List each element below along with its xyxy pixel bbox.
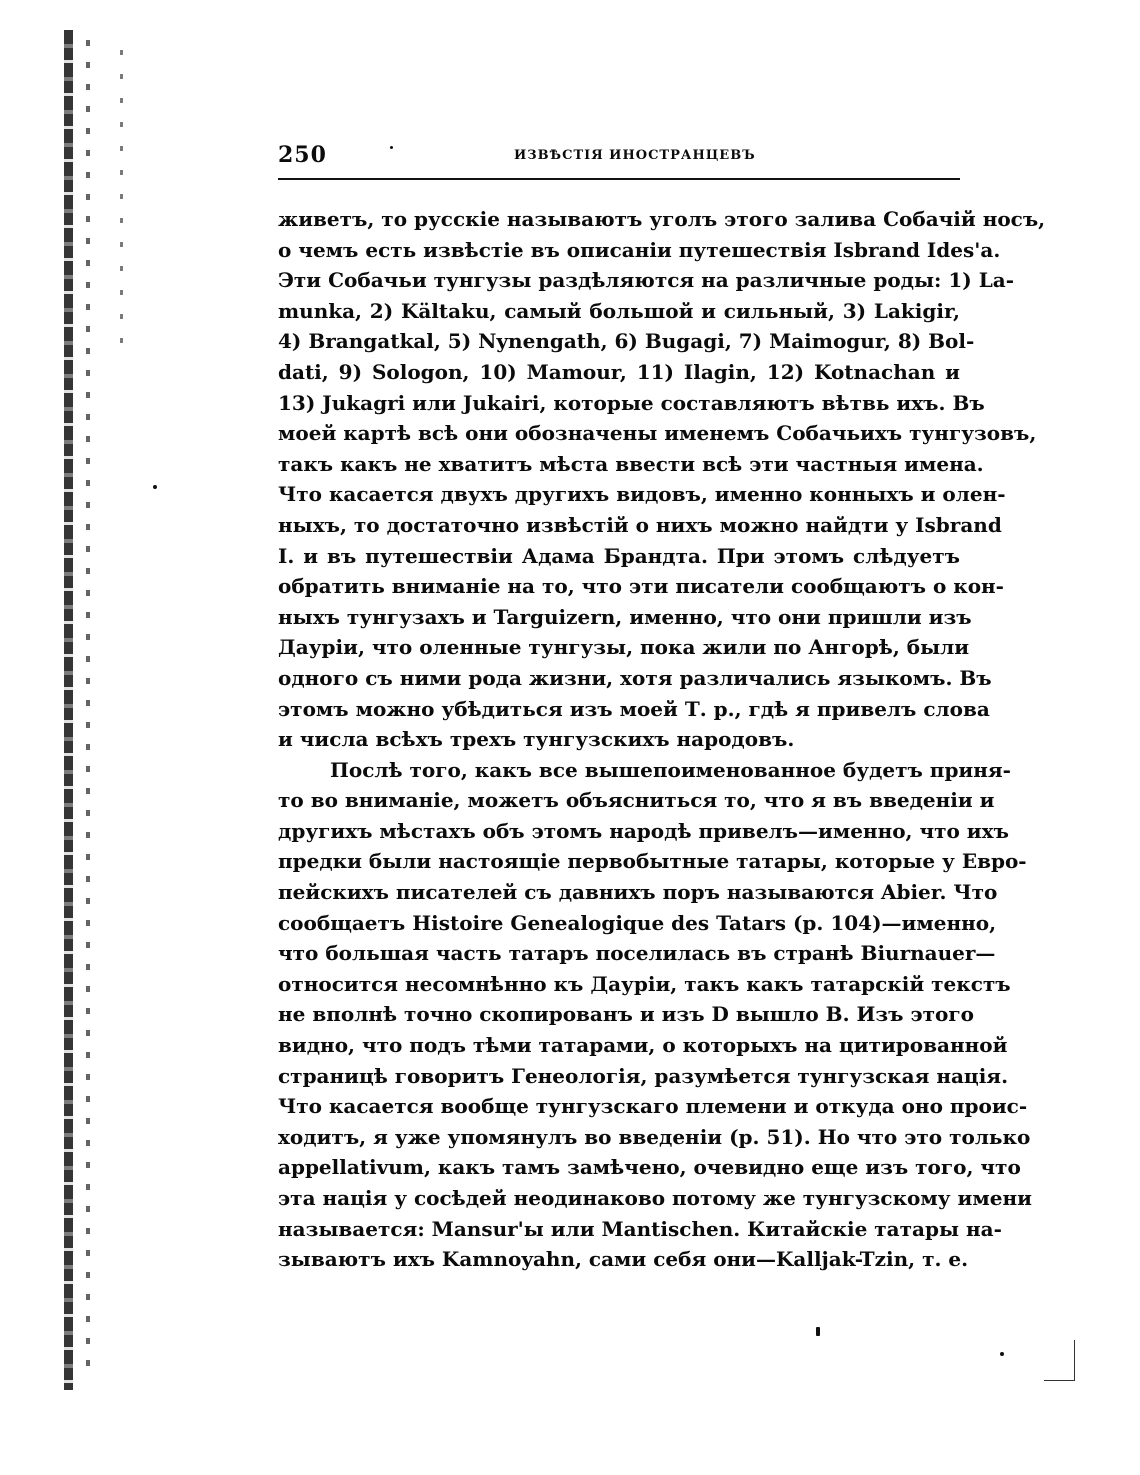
scanned-binding-edge	[58, 30, 138, 1390]
text-line: Эти Собачьи тунгузы раздѣляются на различные роды: 1) La-	[278, 268, 1015, 293]
text-line: I. и въ путешествіи Адама Брандта. При этомъ слѣдуетъ	[278, 543, 960, 568]
text-line: Дауріи, что оленные тунгузы, пока жили по Ангорѣ, были	[278, 635, 970, 660]
text-line: Послѣ того, какъ все вышепоименованное будетъ приня-	[330, 757, 1011, 782]
text-line: ныхъ тунгузахъ и Targuizern, именно, что они пришли изъ	[278, 604, 972, 629]
binding-marks-secondary	[120, 50, 123, 350]
binding-shadow	[64, 30, 73, 1390]
text-line: этомъ можно убѣдиться изъ моей Т. р., гдѣ я привелъ слова	[278, 696, 990, 721]
text-line: другихъ мѣстахъ объ этомъ народѣ привелъ—именно, что ихъ	[278, 818, 1009, 843]
scan-speck	[390, 146, 393, 149]
running-title: ИЗВѢСТІЯ ИНОСТРАНЦЕВЪ	[514, 148, 756, 163]
text-line: обратить вниманіе на то, что эти писатели сообщаютъ о кон-	[278, 574, 1004, 599]
scan-speck	[153, 485, 157, 489]
text-line: видно, что подъ тѣми татарами, о которыхъ на цитированной	[278, 1033, 1008, 1058]
text-line: appellativum, какъ тамъ замѣчено, очевидно еще изъ того, что	[278, 1155, 1021, 1180]
text-line: ходитъ, я уже упомянулъ во введеніи (p. 51). Но что это только	[278, 1124, 1031, 1149]
text-line: dati, 9) Sologon, 10) Mamour, 11) Ilagin, 12) Kotnachan и	[278, 359, 960, 384]
text-line: и числа всѣхъ трехъ тунгузскихъ народовъ.	[278, 727, 795, 752]
binding-marks	[86, 40, 90, 1373]
text-line: зываютъ ихъ Kamnoyahn, сами себя они—Kalljak-Tzin, т. е.	[278, 1247, 969, 1272]
text-line: одного съ ними рода жизни, хотя различались языкомъ. Въ	[278, 665, 992, 690]
scan-corner-mark	[1044, 1340, 1075, 1381]
text-line: живетъ, то русскіе называютъ уголъ этого залива Собачій носъ,	[278, 207, 1046, 231]
text-line: сообщаетъ Histoire Genealogique des Tatars (p. 104)—именно,	[278, 910, 997, 935]
text-line: относится несомнѣнно къ Дауріи, такъ какъ татарскій текстъ	[278, 971, 1011, 996]
text-line: munka, 2) Kältaku, самый большой и сильный, 3) Lakigir,	[278, 298, 960, 323]
body-text	[278, 204, 1046, 1275]
paragraph-1	[278, 204, 1046, 755]
text-line: эта нація у сосѣдей неодинаково потому же тунгузскому имени	[278, 1186, 1032, 1210]
text-line: Что касается двухъ другихъ видовъ, именно конныхъ и олен-	[278, 482, 1006, 507]
text-line: 4) Brangatkal, 5) Nynengath, 6) Bugagi, 7) Maimogur, 8) Bol-	[278, 329, 975, 354]
text-line: не вполнѣ точно скопированъ и изъ D вышло В. Изъ этого	[278, 1002, 974, 1027]
text-line: предки были настоящіе первобытные татары, которые у Евро-	[278, 849, 1027, 874]
text-line: ныхъ, то достаточно извѣстій о нихъ можно найдти у Isbrand	[278, 512, 1002, 537]
text-line: моей картѣ всѣ они обозначены именемъ Собачьихъ тунгузовъ,	[278, 421, 1037, 446]
text-line: называется: Mansur'ы или Mantischen. Китайскіе татары на-	[278, 1216, 1002, 1241]
text-line: страницѣ говоритъ Генеологія, разумѣется тунгузская нація.	[278, 1063, 1009, 1088]
scan-speck	[1000, 1352, 1004, 1356]
paragraph-2	[278, 755, 1032, 1275]
text-line: пейскихъ писателей съ давнихъ поръ называются Abier. Что	[278, 880, 998, 905]
text-line: Что касается вообще тунгузскаго племени и откуда оно проис-	[278, 1094, 1028, 1119]
text-line: о чемъ есть извѣстіе въ описаніи путешествія Isbrand Ides'a.	[278, 237, 1001, 262]
page-header	[278, 142, 960, 180]
page-number: 250	[278, 142, 327, 168]
text-line: 13) Jukagri или Jukairi, которые составляютъ вѣтвь ихъ. Въ	[278, 390, 985, 415]
text-line: то во вниманіе, можетъ объясниться то, что я въ введеніи и	[278, 788, 995, 813]
scan-speck	[816, 1327, 820, 1336]
text-line: такъ какъ не хватитъ мѣста ввести всѣ эти частныя имена.	[278, 451, 984, 476]
text-line: что большая часть татаръ поселилась въ странѣ Biurnauer—	[278, 941, 996, 966]
